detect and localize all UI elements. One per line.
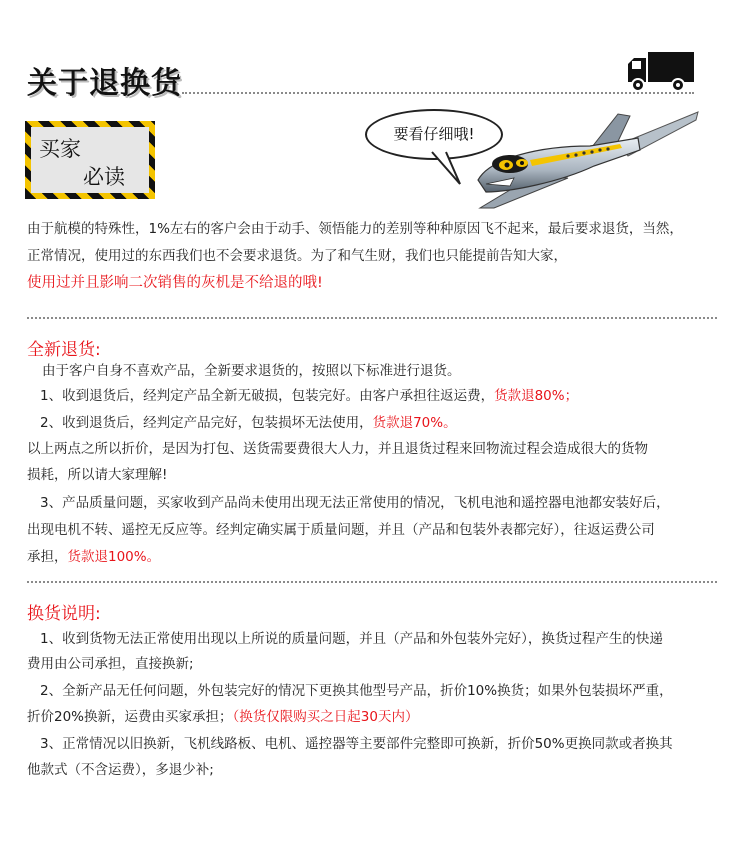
refund-item-2-rate: 货款退70%。 [372,415,457,431]
refund-item-1 [40,385,578,407]
truck-icon [626,50,696,94]
intro-warning: 使用过并且影响二次销售的灰机是不给退的哦! [27,275,323,291]
badge-line1: 买家 [39,137,81,161]
speech-bubble: 要看仔细哦! [365,109,503,160]
exchange-item-3-line-2: 他款式（不含运费），多退少补; [27,762,214,778]
exchange-item-1-line-1: 1、收到货物无法正常使用出现以上所说的质量问题，并且（产品和外包装外完好），换货过程产生的快递 [40,631,663,647]
section-divider-2 [27,581,717,583]
refund-note-line-2: 损耗，所以请大家理解! [27,467,168,483]
refund-item-3-text: 承担， [27,549,68,565]
exchange-item-2-text: 折价20%换新，运费由买家承担； [27,709,233,725]
airplane-illustration [470,108,702,213]
refund-item-3-line-2: 出现电机不转、遥控无反应等。经判定确实属于质量问题，并且（产品和包装外表都完好），往返运费公司 [27,522,655,538]
refund-item-3-rate: 货款退100%。 [67,549,161,565]
exchange-item-2-line-1: 2、全新产品无任何问题，外包装完好的情况下更换其他型号产品，折价10%换货；如果外包装损坏严重， [40,683,673,699]
exchange-item-2-line-2 [27,706,418,728]
refund-item-1-rate: 货款退80%； [494,388,579,404]
refund-note-line-1: 以上两点之所以折价，是因为打包、送货需要费很大人力，并且退货过程来回物流过程会造成很大的货物 [27,441,648,457]
refund-lead: 由于客户自身不喜欢产品，全新要求退货的，按照以下标准进行退货。 [42,363,461,379]
badge-line2: 必读 [83,165,125,189]
intro-line-1: 由于航模的特殊性，1%左右的客户会由于动手、领悟能力的差别等种种原因飞不起来，最后要求退货，当然， [27,221,683,237]
refund-item-1-text: 1、收到退货后，经判定产品全新无破损，包装完好。由客户承担往返运费， [40,388,495,404]
refund-item-3-line-3 [27,546,160,568]
buyer-must-read-badge [25,121,155,199]
exchange-item-1-line-2: 费用由公司承担，直接换新; [27,656,194,672]
refund-item-3-line-1: 3、产品质量问题，买家收到产品尚未使用出现无法正常使用的情况，飞机电池和遥控器电池都安装好后， [40,495,670,511]
title-divider [182,92,694,94]
exchange-item-2-limit: （换货仅限购买之日起30天内） [232,709,419,725]
section-divider-1 [27,317,717,319]
refund-item-2-text: 2、收到退货后，经判定产品完好，包装损坏无法使用， [40,415,373,431]
exchange-section-title: 换货说明: [27,604,101,624]
page-title: 关于退换货 [27,66,182,101]
refund-item-2 [40,412,457,434]
refund-section-title: 全新退货: [27,340,101,360]
exchange-item-3-line-1: 3、正常情况以旧换新，飞机线路板、电机、遥控器等主要部件完整即可换新，折价50%更换同款或者换其 [40,736,673,752]
speech-bubble-tail [430,150,470,190]
intro-line-2: 正常情况，使用过的东西我们也不会要求退货。为了和气生财，我们也只能提前告知大家， [27,248,567,264]
